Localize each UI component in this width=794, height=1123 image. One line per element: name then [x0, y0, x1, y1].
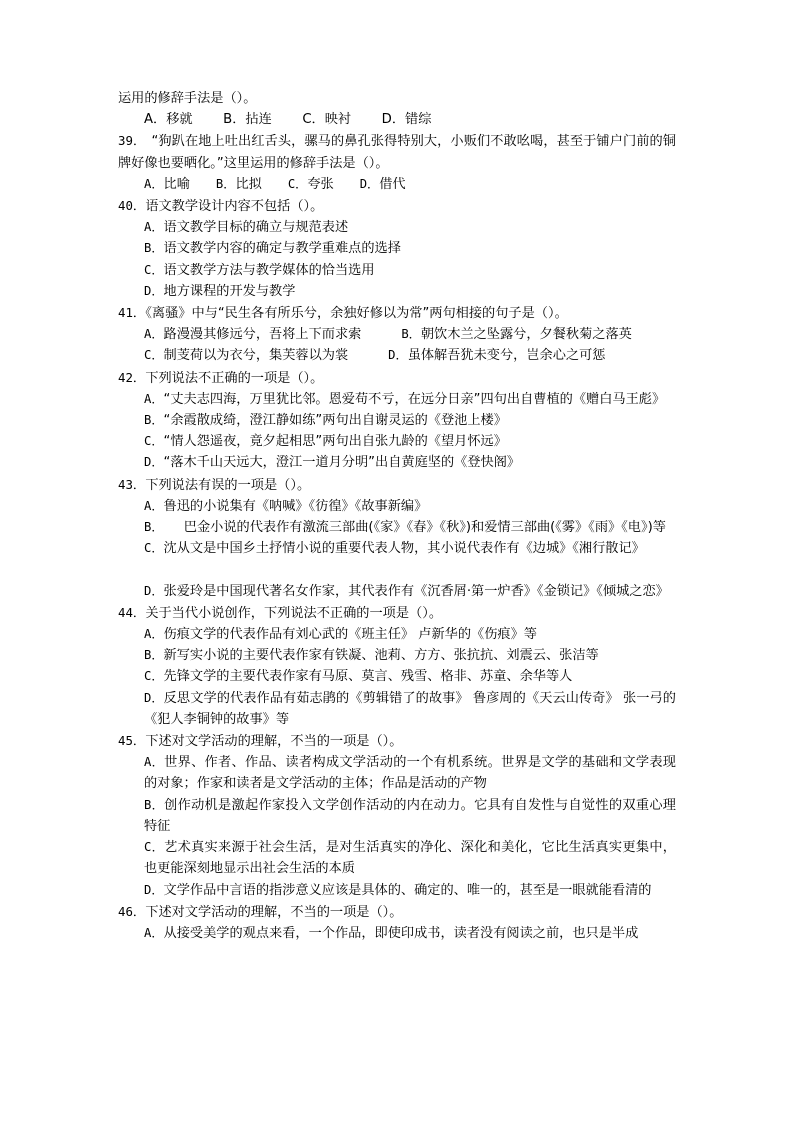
question-46-stem: [118, 901, 676, 923]
option-text: 沈从文是中国乡土抒情小说的重要代表人物，其小说代表作有《边城》《湘行散记》: [163, 541, 645, 557]
option-text: “余霞散成绮，澄江静如练”两句出自谢灵运的《登池上楼》: [163, 413, 507, 429]
option-letter: A．: [144, 176, 164, 191]
option-letter: C．: [144, 541, 164, 556]
question-40-option-d: [118, 281, 676, 302]
option-text: 地方课程的开发与教学: [163, 283, 296, 299]
option-letter: D．: [144, 583, 164, 598]
option-letter: D．: [144, 882, 164, 897]
option-letter: C．: [144, 434, 164, 449]
option-letter: D．: [144, 455, 164, 470]
option-text: 借代: [379, 176, 406, 192]
question-45-option-b: [118, 795, 676, 837]
question-44-option-a: [118, 624, 676, 645]
question-42-option-c: [118, 431, 676, 452]
option-letter: D．: [144, 690, 164, 705]
option-text: 比喻: [163, 176, 190, 192]
question-46-number: 46．: [118, 903, 146, 919]
document-body: [118, 88, 676, 944]
question-40-option-a: [118, 217, 676, 238]
option-text: 伤痕文学的代表作品有刘心武的《班主任》 卢新华的《伤痕》等: [163, 627, 537, 643]
question-44-stem: [118, 602, 676, 624]
option-letter: A．: [144, 755, 165, 770]
option-text: 反思文学的代表作品有茹志鹃的《剪辑错了的故事》 鲁彦周的《天云山传奇》 张一弓的《犯人李铜钟的故事》等: [144, 690, 676, 727]
question-40-option-b: [118, 238, 676, 259]
option-text: 虽体解吾犹未变兮，岂余心之可惩: [407, 348, 606, 364]
option-letter: C．: [144, 348, 164, 363]
blank-spacer-line: [118, 559, 676, 580]
option-text: 夸张: [307, 176, 334, 192]
option-letter: C．: [287, 176, 308, 191]
question-44-number: 44．: [118, 604, 146, 620]
question-44-option-b: [118, 645, 676, 666]
question-46-option-a: [118, 923, 676, 944]
question-40-stem: [118, 195, 676, 217]
question-45-option-c: [118, 837, 676, 879]
question-39-options-row: [118, 174, 676, 195]
option-letter: B．: [144, 648, 164, 663]
question-45-number: 45．: [118, 733, 146, 749]
question-41-stem: [118, 302, 676, 324]
question-45-option-a: [118, 752, 676, 794]
question-44-option-d: [118, 688, 676, 730]
question-39-stem-text: “狗趴在地上吐出红舌头，骡马的鼻孔张得特别大，小贩们不敢吆喝，甚至于铺户门前的铜牌好像也要晒化。”这里运用的修辞手法是（）。: [118, 134, 676, 171]
option-letter: B．: [144, 413, 164, 428]
option-letter: B．: [144, 520, 158, 535]
question-43-option-b: [118, 517, 676, 538]
question-39-number: 39．: [118, 133, 146, 149]
option-letter: D．: [144, 283, 164, 298]
option-text: 语文教学内容的确定与教学重难点的选择: [163, 241, 401, 257]
option-letter: A．: [144, 391, 164, 406]
question-46-stem-text: 下述对文学活动的理解，不当的一项是（）。: [145, 904, 403, 920]
question-40-number: 40．: [118, 198, 146, 214]
question-41-options-row-2: [118, 345, 676, 366]
question-43-option-a: [118, 496, 676, 517]
question-43-stem-text: 下列说法有误的一项是（）。: [145, 477, 311, 493]
option-text: 语文教学方法与教学媒体的恰当选用: [163, 262, 375, 278]
option-text: 文学作品中言语的指涉意义应该是具体的、确定的、唯一的，甚至是一眼就能看清的: [163, 882, 652, 898]
option-letter: B．: [144, 797, 165, 812]
question-45-stem: [118, 730, 676, 752]
question-42-stem-text: 下列说法不正确的一项是（）。: [145, 370, 324, 386]
question-38-options-row: A．移就 B．拈连 C．映衬 D．错综: [144, 112, 432, 128]
option-letter: C．: [144, 669, 164, 684]
question-42-option-a: [118, 389, 676, 410]
question-43-option-d: [118, 581, 676, 602]
question-40-stem-text: 语文教学设计内容不包括（）。: [145, 199, 324, 215]
option-letter: B．: [401, 327, 421, 342]
option-letter: C．: [144, 262, 164, 277]
option-text: 世界、作者、作品、读者构成文学活动的一个有机系统。世界是文学的基础和文学表现的对象；作家和读者是文学活动的主体；作品是活动的产物: [144, 755, 676, 792]
option-text: 巴金小说的代表作有激流三部曲(《家》《春》《秋》)和爱情三部曲(《雾》《雨》《电》)等: [157, 520, 666, 536]
option-letter: B．: [144, 241, 164, 256]
question-42-number: 42．: [118, 369, 146, 385]
option-text: 路漫漫其修远兮，吾将上下而求索: [163, 327, 362, 343]
question-43-stem: [118, 474, 676, 496]
question-41-options-row-1: [118, 324, 676, 345]
question-41-stem-text: 《离骚》中与“民生各有所乐兮，余独好修以为常”两句相接的句子是（）。: [145, 306, 568, 322]
option-text: 比拟: [235, 176, 262, 192]
question-44-option-c: [118, 666, 676, 687]
question-43-option-c: [118, 538, 676, 559]
option-text: 鲁迅的小说集有《呐喊》《彷徨》《故事新编》: [163, 498, 428, 514]
option-letter: A．: [144, 627, 164, 642]
question-43-number: 43．: [118, 476, 146, 492]
question-42-stem: [118, 367, 676, 389]
question-38-stem: 运用的修辞手法是（）。: [118, 91, 257, 106]
option-text: 新写实小说的主要代表作家有铁凝、池莉、方方、张抗抗、刘震云、张洁等: [163, 648, 599, 664]
option-letter: A．: [144, 220, 164, 235]
option-text: “丈夫志四海，万里犹比邻。恩爱苟不亏，在远分日亲”四句出自曹植的《赠白马王彪》: [163, 391, 666, 407]
option-text: 朝饮木兰之坠露兮，夕餐秋菊之落英: [420, 327, 632, 343]
option-text: 张爱玲是中国现代著名女作家，其代表作有《沉香屑·第一炉香》《金锁记》《倾城之恋》: [163, 583, 669, 599]
option-text: 语文教学目标的确立与规范表述: [163, 220, 349, 236]
question-45-stem-text: 下述对文学活动的理解，不当的一项是（）。: [145, 734, 403, 750]
option-letter: A．: [144, 327, 164, 342]
option-letter: D．: [359, 176, 380, 191]
question-41-number: 41．: [118, 305, 146, 321]
option-letter: B．: [215, 176, 236, 191]
question-45-option-d: [118, 880, 676, 901]
option-letter: D．: [388, 348, 408, 363]
option-text: 制芰荷以为衣兮，集芙蓉以为裳: [163, 348, 349, 364]
question-44-stem-text: 关于当代小说创作，下列说法不正确的一项是（）。: [145, 605, 443, 621]
option-text: 先锋文学的主要代表作家有马原、莫言、残雪、格非、苏童、余华等人: [163, 669, 573, 685]
option-letter: C．: [144, 840, 165, 855]
option-letter: A．: [144, 925, 164, 940]
question-42-option-d: [118, 452, 676, 473]
option-text: 从接受美学的观点来看，一个作品，即使印成书，读者没有阅读之前，也只是半成: [163, 925, 639, 941]
option-text: “落木千山天远大，澄江一道月分明”出自黄庭坚的《登快阁》: [163, 455, 521, 471]
option-text: 创作动机是激起作家投入文学创作活动的内在动力。它具有自发性与自觉性的双重心理特征: [144, 797, 676, 834]
question-40-option-c: [118, 260, 676, 281]
option-letter: A．: [144, 498, 164, 513]
question-39-stem: [118, 130, 676, 173]
option-text: “情人怨遥夜，竟夕起相思”两句出自张九龄的《望月怀远》: [163, 434, 507, 450]
option-text: 艺术真实来源于社会生活，是对生活真实的净化、深化和美化，它比生活真实更集中，也更能深刻地显示出社会生活的本质: [144, 840, 676, 877]
question-42-option-b: [118, 410, 676, 431]
